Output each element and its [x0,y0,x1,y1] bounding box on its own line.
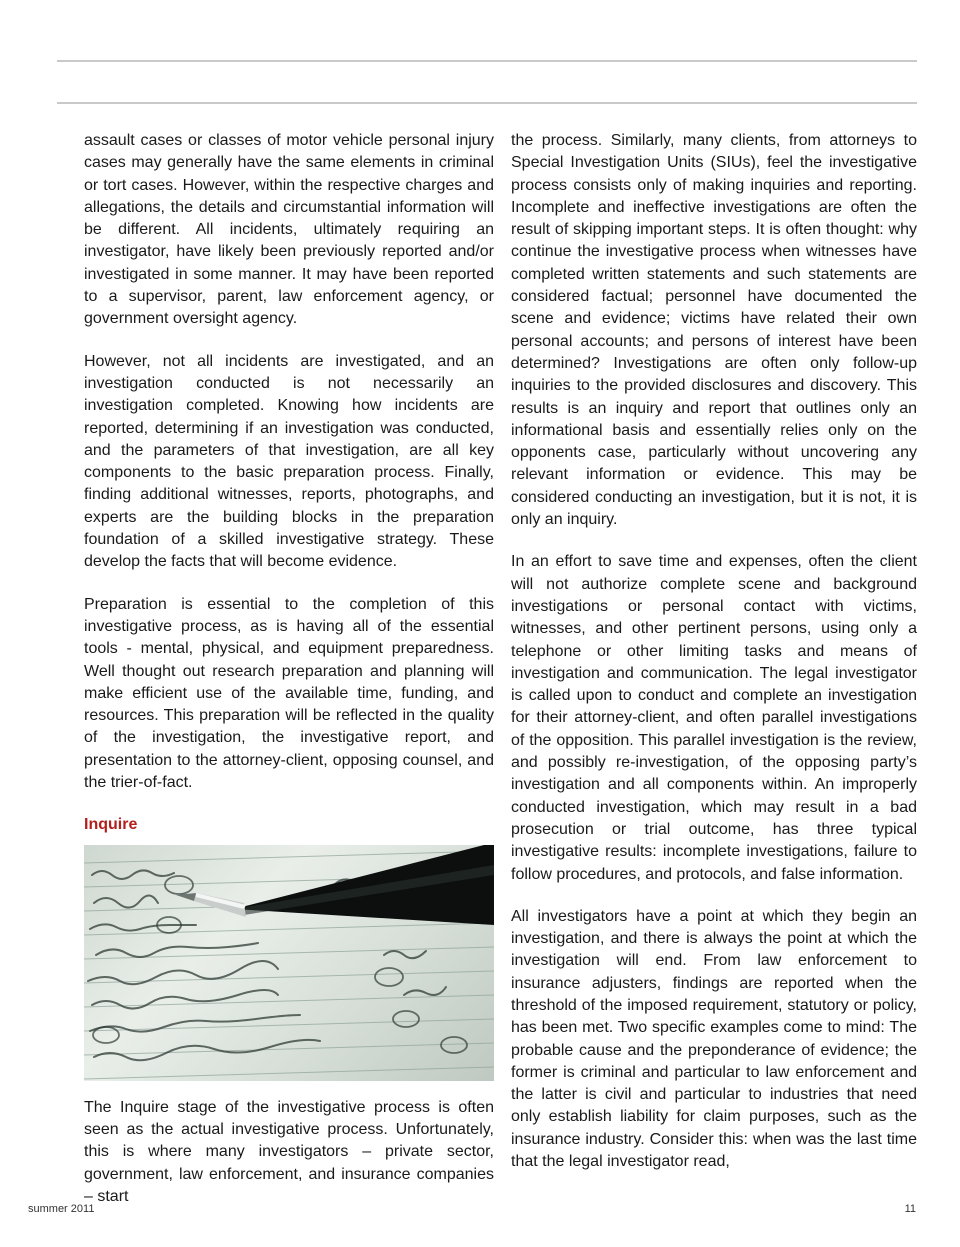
notes-and-pen-illustration [84,845,494,1081]
header-rule-bottom [57,102,917,104]
left-paragraph-3: Preparation is essential to the completion of this investigative process, as is having all of the essential tools - mental, physical, and equipment preparedness. Well thought out research preparation and planning will make efficient use of the available time, funding, and resources. This preparation will be reflected in the quality of the investigation, the investigative report, and presentation to the attorney-client, opposing counsel, and the trier-of-fact. [84,595,494,792]
footer-page-number: 11 [904,1203,916,1215]
left-paragraph-2: However, not all incidents are investigated, and an investigation conducted is not necessarily an investigation completed. Knowing how incidents are reported, determining if an investigation was conducted, and the parameters of that investigation, are all key components to the basic preparation process. Finally, finding additional witnesses, reports, photographs, and experts are the building blocks in the preparation foundation of a skilled investigative strategy. These develop the facts that will become evidence. [84,352,494,571]
right-paragraph-2: In an effort to save time and expenses, often the client will not authorize complete scene and background investigations or personal contact with victims, witnesses, and other pertinent persons, using only a telephone or other limiting tasks and means of investigation and communication. The legal investigator is called upon to conduct and complete an investigation for their attorney-client, and often parallel investigations of the opposition. This parallel investigation is the review, and possibly re-investigation, of the opposing party’s investigation and all components within. An improperly conducted investigation, which may result in a bad prosecution or trial outcome, has three typical investigative results: incomplete investigations, failure to follow procedures, and protocols, and false information. [511,553,917,883]
header-rule-top [57,60,917,62]
right-paragraph-1: the process. Similarly, many clients, from attorneys to Special Investigation Units (SIUs), feel the investigative process consists only of making inquiries and reporting. Incomplete and ineffective investigations are often the result of skipping important steps. It is often thought: why continue the investigative process when witnesses have completed written statements and such statements are considered factual; personnel have documented the scene and evidence; victims have related their own personal accounts; and persons of interest have been determined? Investigations are often only follow-up inquiries to the provided disclosures and discovery. This results is an inquiry and report that outlines only an informational basis and essentially relies only on the opponents case, particularly without uncovering any relevant information or evidence. This may be considered conducting an investigation, but it is not, it is only an inquiry. [511,132,917,529]
notes-and-pen-photo [84,845,494,1081]
right-paragraph-3: All investigators have a point at which they begin an investigation, and there is always the point at which the investigation will end. From law enforcement to insurance adjusters, findings are reported when the threshold of the imposed requirement, statutory or policy, has been met. Two specific examples come to mind: The probable cause and the preponderance of evidence; the former is criminal and particular to law enforcement and the latter is civil and particular to industries that need only establish liability for claim purposes, such as the insurance industry. Consider this: when was the last time that the legal investigator read, [511,907,917,1171]
right-column [511,130,917,1193]
left-column [84,130,494,1228]
left-paragraph-1: assault cases or classes of motor vehicle personal injury cases may generally have the same elements in criminal or tort cases. However, within the respective charges and allegations, the details and circumstantial information will be different. All incidents, ultimately requiring an investigator, have likely been previously reported and/or investigated in some manner. It may have been reported to a supervisor, parent, law enforcement agency, or government oversight agency. [84,132,494,328]
section-heading-inquire: Inquire [84,816,138,834]
left-paragraph-after-image: The Inquire stage of the investigative process is often seen as the actual investigative process. Unfortunately, this is where many investigators – private sector, government, law enforcement, and insurance companies – start [84,1098,494,1205]
footer-issue: summer 2011 [28,1203,95,1215]
